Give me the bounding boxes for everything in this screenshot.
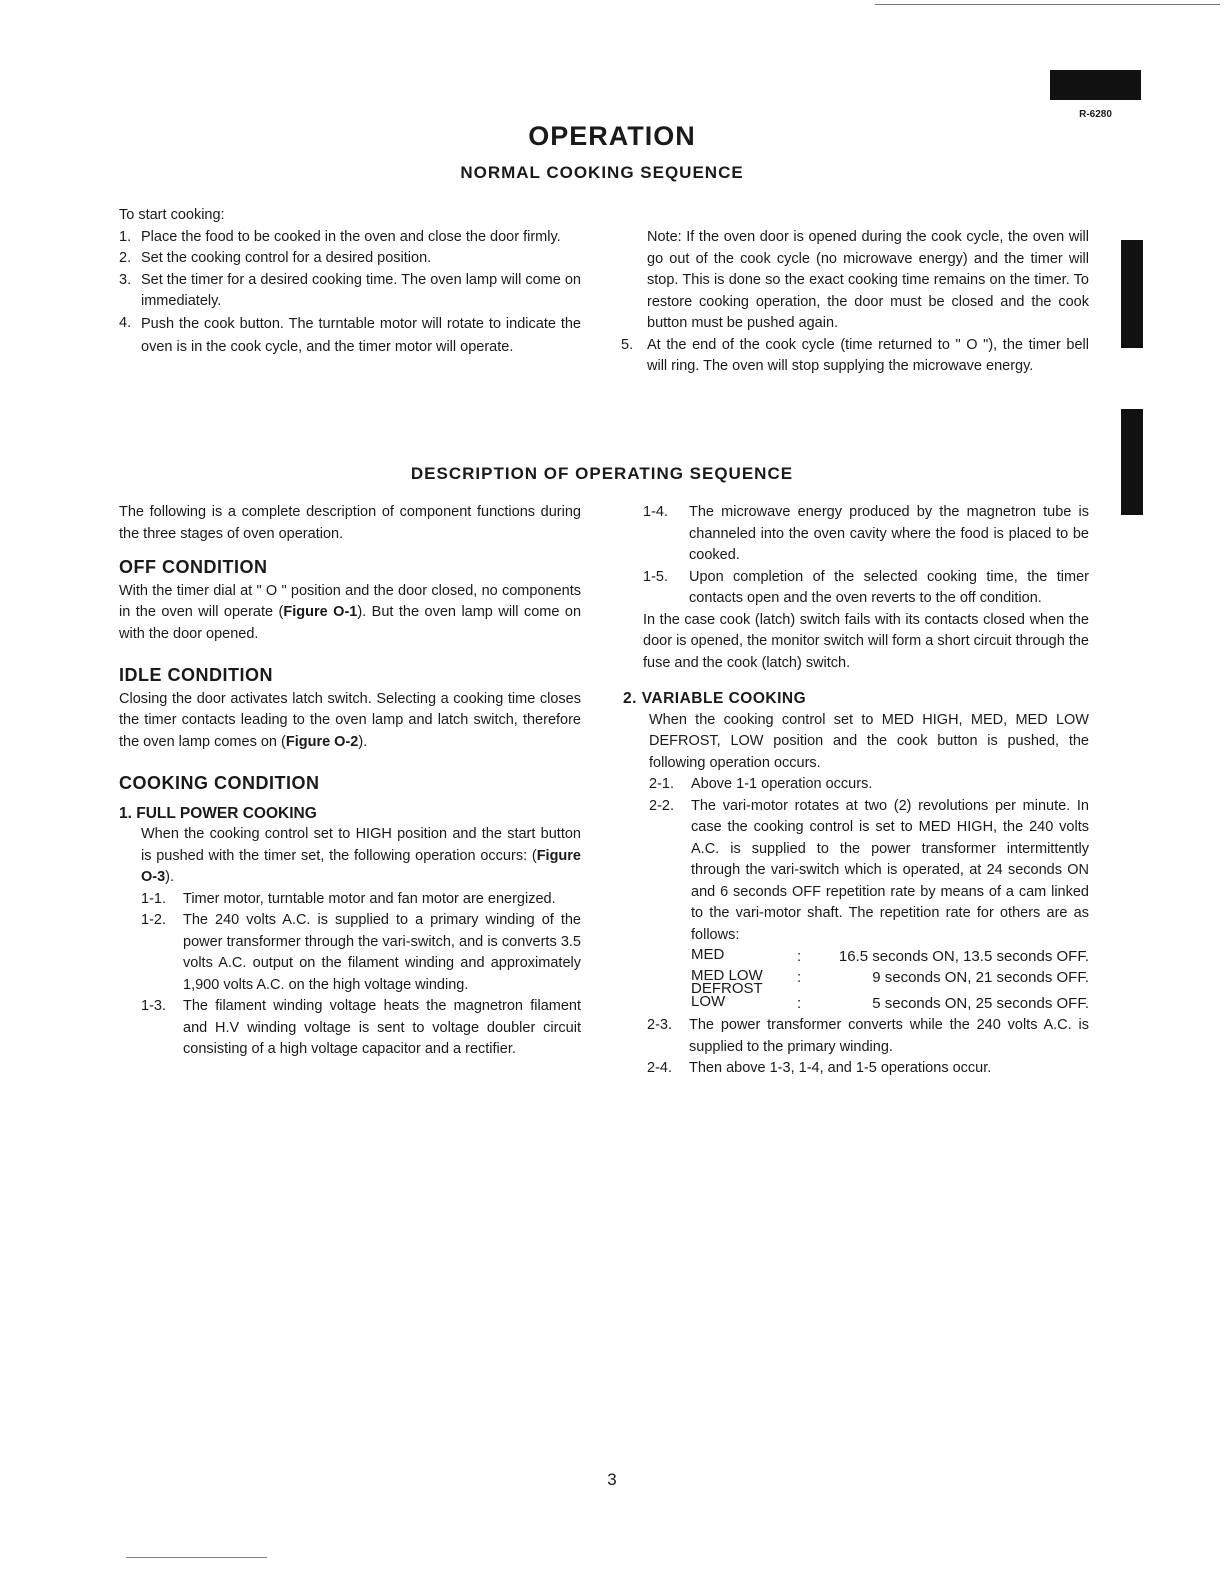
bottom-rule: [126, 1557, 267, 1558]
page-number: 3: [607, 1470, 617, 1489]
item-text: Set the timer for a desired cooking time. The oven lamp will come on immediately.: [141, 271, 581, 309]
list-item: [621, 774, 1089, 796]
list-item: [621, 1015, 1089, 1058]
list-item: [119, 996, 581, 1061]
item-text: At the end of the cook cycle (time returned to " O "), the timer bell will ring. The oven will stop supplying the microwave energy.: [647, 336, 1089, 374]
list-item: [621, 1058, 1089, 1080]
figure-ref: Figure O-2: [285, 733, 359, 750]
item-number: 1-4.: [643, 504, 668, 520]
top-rule: [875, 4, 1220, 5]
description-left: [119, 502, 581, 1061]
rate-label: MED LOW DEFROST: [691, 967, 763, 997]
rate-label: MED: [691, 946, 725, 963]
full-power-text: When the cooking control set to HIGH position and the start button is pushed with the timer set, the following operation occurs: (Figure O-3).: [141, 826, 581, 885]
rate-separator: :: [797, 948, 802, 965]
list-item: [621, 502, 1089, 567]
item-text: The microwave energy produced by the magnetron tube is channeled into the oven cavity where the food is placed to be cooked.: [689, 504, 1089, 563]
item-number: 2-4.: [647, 1060, 672, 1076]
item-number: 2-1.: [649, 776, 674, 792]
item-text: Then above 1-3, 1-4, and 1-5 operations occur.: [689, 1060, 992, 1076]
list-item: [119, 313, 581, 359]
item-number: 3.: [119, 271, 132, 288]
variable-cooking-title: 2. VARIABLE COOKING: [623, 690, 807, 707]
list-item: [621, 335, 1089, 378]
item-text: Push the cook button. The turntable motor will rotate to indicate the oven is in the cook cycle, and the timer motor will operate.: [141, 315, 581, 355]
item-text: The power transformer converts while the 240 volts A.C. is supplied to the primary winding.: [689, 1017, 1089, 1055]
section-heading-normal: NORMAL COOKING SEQUENCE: [460, 163, 744, 182]
item-number: 1-3.: [141, 998, 166, 1014]
list-item: [119, 889, 581, 911]
list-item: [621, 796, 1089, 947]
item-text: Above 1-1 operation occurs.: [691, 776, 873, 792]
figure-ref: Figure O-1: [283, 604, 358, 620]
item-number: 1-2.: [141, 912, 166, 928]
list-item: [119, 248, 581, 270]
model-number: R-6280: [1079, 109, 1112, 120]
list-item: [119, 270, 581, 313]
rate-value: 9 seconds ON, 21 seconds OFF.: [872, 969, 1089, 986]
item-text: The vari-motor rotates at two (2) revolutions per minute. In case the cooking control is set to MED HIGH, the 240 volts A.C. is supplied to the power transformer intermittently through the vari-switch which is operated, at 24 seconds ON and 6 seconds OFF repetition rate by means of a cam linked to the vari-motor shaft. The repetition rate for others are as follows:: [691, 797, 1089, 943]
rate-row: [691, 995, 1089, 1013]
idle-condition-title: IDLE CONDITION: [119, 665, 273, 685]
description-right: [621, 502, 1089, 1080]
item-text: The filament winding voltage heats the magnetron filament and H.V winding voltage is sent to voltage doubler circuit consisting of a high voltage capacitor and a rectifier.: [183, 998, 581, 1057]
full-power-title: 1. FULL POWER COOKING: [119, 804, 317, 822]
item-text: Set the cooking control for a desired position.: [141, 250, 432, 266]
item-number: 1-5.: [643, 568, 668, 585]
fail-note: In the case cook (latch) switch fails with its contacts closed when the door is opened, the monitor switch will form a short circuit through the fuse and the cook (latch) switch.: [643, 611, 1089, 671]
item-number: 1.: [119, 228, 132, 245]
off-condition-title: OFF CONDITION: [119, 557, 268, 577]
rate-separator: :: [797, 995, 802, 1012]
rate-row: [691, 969, 1089, 995]
item-text: Place the food to be cooked in the oven and close the door firmly.: [141, 228, 561, 245]
note-text: Note: If the oven door is opened during the cook cycle, the oven will go out of the cook cycle (no microwave energy) and the timer will stop. This is done so the exact cooking time remains on the timer. To restore cooking operation, the door must be closed and the cook button must be pushed again.: [647, 229, 1089, 331]
page-title: OPERATION: [528, 121, 696, 151]
idle-condition-text: Closing the door activates latch switch. Selecting a cooking time closes the timer contacts leading to the oven lamp and latch switch, therefore the oven lamp comes on (Figure O-2).: [119, 690, 581, 750]
item-number: 2-2.: [649, 797, 674, 814]
cooking-condition-title: COOKING CONDITION: [119, 773, 320, 793]
item-number: 4.: [119, 314, 132, 331]
rate-separator: :: [797, 969, 802, 986]
repetition-rate-table: [691, 948, 1089, 1013]
item-number: 2-3.: [647, 1017, 672, 1033]
rate-value: 16.5 seconds ON, 13.5 seconds OFF.: [838, 948, 1089, 965]
item-number: 2.: [119, 250, 132, 266]
item-number: 5.: [621, 336, 634, 353]
normal-sequence-right: [621, 227, 1089, 378]
item-number: 1-1.: [141, 890, 166, 907]
variable-cooking-intro: When the cooking control set to MED HIGH, MED, MED LOW DEFROST, LOW position and the cook button is pushed, the following operation occurs.: [649, 711, 1089, 771]
item-text: The 240 volts A.C. is supplied to a primary winding of the power transformer through the vari-switch, and is converts 3.5 volts A.C. output on the filament winding and approximately 1,900 volts A.C. on the high voltage winding.: [183, 912, 581, 993]
section-heading-description: DESCRIPTION OF OPERATING SEQUENCE: [410, 464, 794, 483]
list-item: [621, 567, 1089, 610]
description-intro: The following is a complete description of component functions during the three stages of oven operation.: [119, 504, 581, 542]
figure-ref: Figure O-3: [141, 847, 581, 885]
off-condition-text: With the timer dial at " O " position and the door closed, no components in the oven will operate (Figure O-1). But the oven lamp will come on with the door opened.: [119, 582, 582, 642]
normal-sequence-left: [119, 205, 581, 359]
rate-label: LOW: [691, 993, 726, 1010]
rate-value: 5 seconds ON, 25 seconds OFF.: [872, 995, 1089, 1012]
item-text: Upon completion of the selected cooking time, the timer contacts open and the oven reverts to the off condition.: [689, 568, 1089, 606]
side-index-bar: [1121, 240, 1143, 348]
list-item: [119, 910, 581, 996]
intro-text: To start cooking:: [119, 207, 225, 223]
rate-row: [691, 948, 1089, 966]
side-index-bar: [1121, 409, 1143, 515]
list-item: [119, 227, 581, 249]
item-text: Timer motor, turntable motor and fan motor are energized.: [183, 890, 556, 907]
section-tab-marker: [1050, 70, 1141, 100]
